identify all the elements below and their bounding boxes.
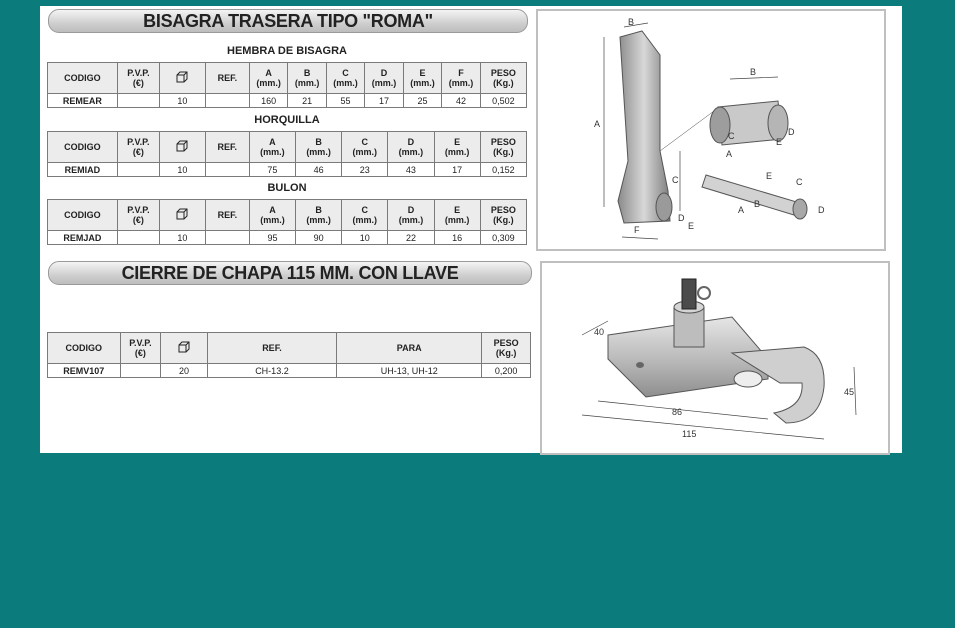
table-row — [48, 364, 531, 378]
dim-c2: C — [728, 131, 735, 141]
table-cell: 10 — [160, 231, 206, 245]
box-icon — [175, 207, 189, 221]
table-cell: 25 — [403, 94, 441, 108]
horquilla-spec-table — [47, 131, 527, 177]
header-cell: PESO (Kg.) — [482, 333, 531, 364]
table-cell: 0,309 — [480, 231, 526, 245]
table-cell: 42 — [442, 94, 480, 108]
header-cell: PESO (Kg.) — [480, 132, 526, 163]
table-cell: 90 — [296, 231, 342, 245]
latch-drawing-svg — [542, 263, 888, 453]
horquilla-caption: HORQUILLA — [254, 114, 320, 126]
table-row — [48, 94, 527, 108]
header-cell: A (mm.) — [249, 132, 295, 163]
header-row — [48, 63, 527, 94]
table-cell: 95 — [249, 231, 295, 245]
header-cell: E (mm.) — [434, 132, 480, 163]
header-cell: A (mm.) — [249, 63, 287, 94]
bulon-caption: BULON — [267, 182, 307, 194]
header-cell — [160, 200, 206, 231]
header-cell: E (mm.) — [434, 200, 480, 231]
header-cell: C (mm.) — [342, 132, 388, 163]
table-cell — [120, 364, 161, 378]
dim-e1: E — [688, 221, 695, 231]
dim-d1: D — [678, 213, 685, 223]
dim-e3: E — [766, 171, 773, 181]
hembra-spec-table — [47, 62, 527, 108]
table-cell: 55 — [326, 94, 364, 108]
header-cell: P.V.P. (€) — [117, 63, 159, 94]
table-cell — [205, 163, 249, 177]
box-icon — [177, 340, 191, 354]
table-cell — [117, 231, 159, 245]
header-cell: A (mm.) — [249, 200, 295, 231]
table-cell: 0,502 — [480, 94, 526, 108]
dim-f1: F — [634, 225, 640, 235]
table-cell: 23 — [342, 163, 388, 177]
header-cell: D (mm.) — [388, 200, 434, 231]
header-cell: C (mm.) — [342, 200, 388, 231]
header-cell: P.V.P. (€) — [117, 200, 159, 231]
table-cell — [205, 231, 249, 245]
hembra-caption: HEMBRA DE BISAGRA — [227, 45, 347, 57]
dim-d2: D — [788, 127, 795, 137]
header-cell: CODIGO — [48, 63, 118, 94]
table-cell: 10 — [159, 163, 205, 177]
header-cell: D (mm.) — [365, 63, 403, 94]
table-cell: 20 — [161, 364, 208, 378]
table-cell: 0,152 — [480, 163, 526, 177]
table-cell: 21 — [288, 94, 326, 108]
hinge-drawing — [536, 9, 886, 251]
header-cell: REF. — [207, 333, 336, 364]
table-cell: UH-13, UH-12 — [337, 364, 482, 378]
table-cell: 43 — [388, 163, 434, 177]
table-cell: REMJAD — [48, 231, 118, 245]
header-cell: P.V.P. (€) — [120, 333, 161, 364]
header-cell: CODIGO — [48, 132, 118, 163]
box-icon — [175, 139, 189, 153]
table-cell: 75 — [249, 163, 295, 177]
table-cell: REMEAR — [48, 94, 118, 108]
header-cell: F (mm.) — [442, 63, 480, 94]
header-cell: REF. — [205, 63, 249, 94]
dim-b3: B — [754, 199, 761, 209]
header-cell: P.V.P. (€) — [117, 132, 159, 163]
dim-45: 45 — [844, 387, 855, 397]
header-cell: C (mm.) — [326, 63, 364, 94]
dim-40: 40 — [594, 327, 605, 337]
header-cell: D (mm.) — [388, 132, 434, 163]
dim-b1: B — [628, 17, 635, 27]
table-cell: 17 — [434, 163, 480, 177]
hinge-drawing-svg — [538, 11, 884, 249]
header-cell: PESO (Kg.) — [480, 63, 526, 94]
table-row — [48, 163, 527, 177]
table-cell: 16 — [434, 231, 480, 245]
dim-a3: A — [738, 205, 745, 215]
table-cell — [117, 94, 159, 108]
hinge-title-banner: BISAGRA TRASERA TIPO "ROMA" — [48, 9, 528, 33]
table-cell: 10 — [342, 231, 388, 245]
header-cell: CODIGO — [48, 333, 121, 364]
dim-a1: A — [594, 119, 601, 129]
table-cell: CH-13.2 — [207, 364, 336, 378]
header-cell: PARA — [337, 333, 482, 364]
dim-c1: C — [672, 175, 679, 185]
header-cell: E (mm.) — [403, 63, 441, 94]
table-cell: 46 — [295, 163, 341, 177]
header-cell — [160, 63, 206, 94]
header-cell: B (mm.) — [296, 200, 342, 231]
table-cell — [205, 94, 249, 108]
dim-d3: D — [818, 205, 825, 215]
bulon-spec-table — [47, 199, 527, 245]
dim-a2: A — [726, 149, 733, 159]
box-icon — [175, 70, 189, 84]
header-row — [48, 333, 531, 364]
header-cell: CODIGO — [48, 200, 118, 231]
latch-drawing — [540, 261, 890, 455]
dim-c3: C — [796, 177, 803, 187]
dim-115: 115 — [682, 429, 697, 439]
header-cell — [161, 333, 208, 364]
latch-spec-table — [47, 332, 531, 378]
dim-86: 86 — [672, 407, 683, 417]
table-cell: 22 — [388, 231, 434, 245]
header-cell — [159, 132, 205, 163]
dim-b2: B — [750, 67, 757, 77]
header-cell: B (mm.) — [295, 132, 341, 163]
table-cell: 10 — [160, 94, 206, 108]
table-cell: 17 — [365, 94, 403, 108]
table-cell — [117, 163, 159, 177]
catalog-sheet — [40, 6, 902, 453]
table-cell: REMIAD — [48, 163, 118, 177]
latch-title-banner: CIERRE DE CHAPA 115 MM. CON LLAVE — [48, 261, 532, 285]
header-cell: PESO (Kg.) — [480, 200, 526, 231]
header-row — [48, 200, 527, 231]
header-cell: REF. — [205, 200, 249, 231]
dim-e2: E — [776, 137, 783, 147]
table-row — [48, 231, 527, 245]
table-cell: 0,200 — [482, 364, 531, 378]
table-cell: 160 — [249, 94, 287, 108]
header-row — [48, 132, 527, 163]
header-cell: REF. — [205, 132, 249, 163]
header-cell: B (mm.) — [288, 63, 326, 94]
table-cell: REMV107 — [48, 364, 121, 378]
